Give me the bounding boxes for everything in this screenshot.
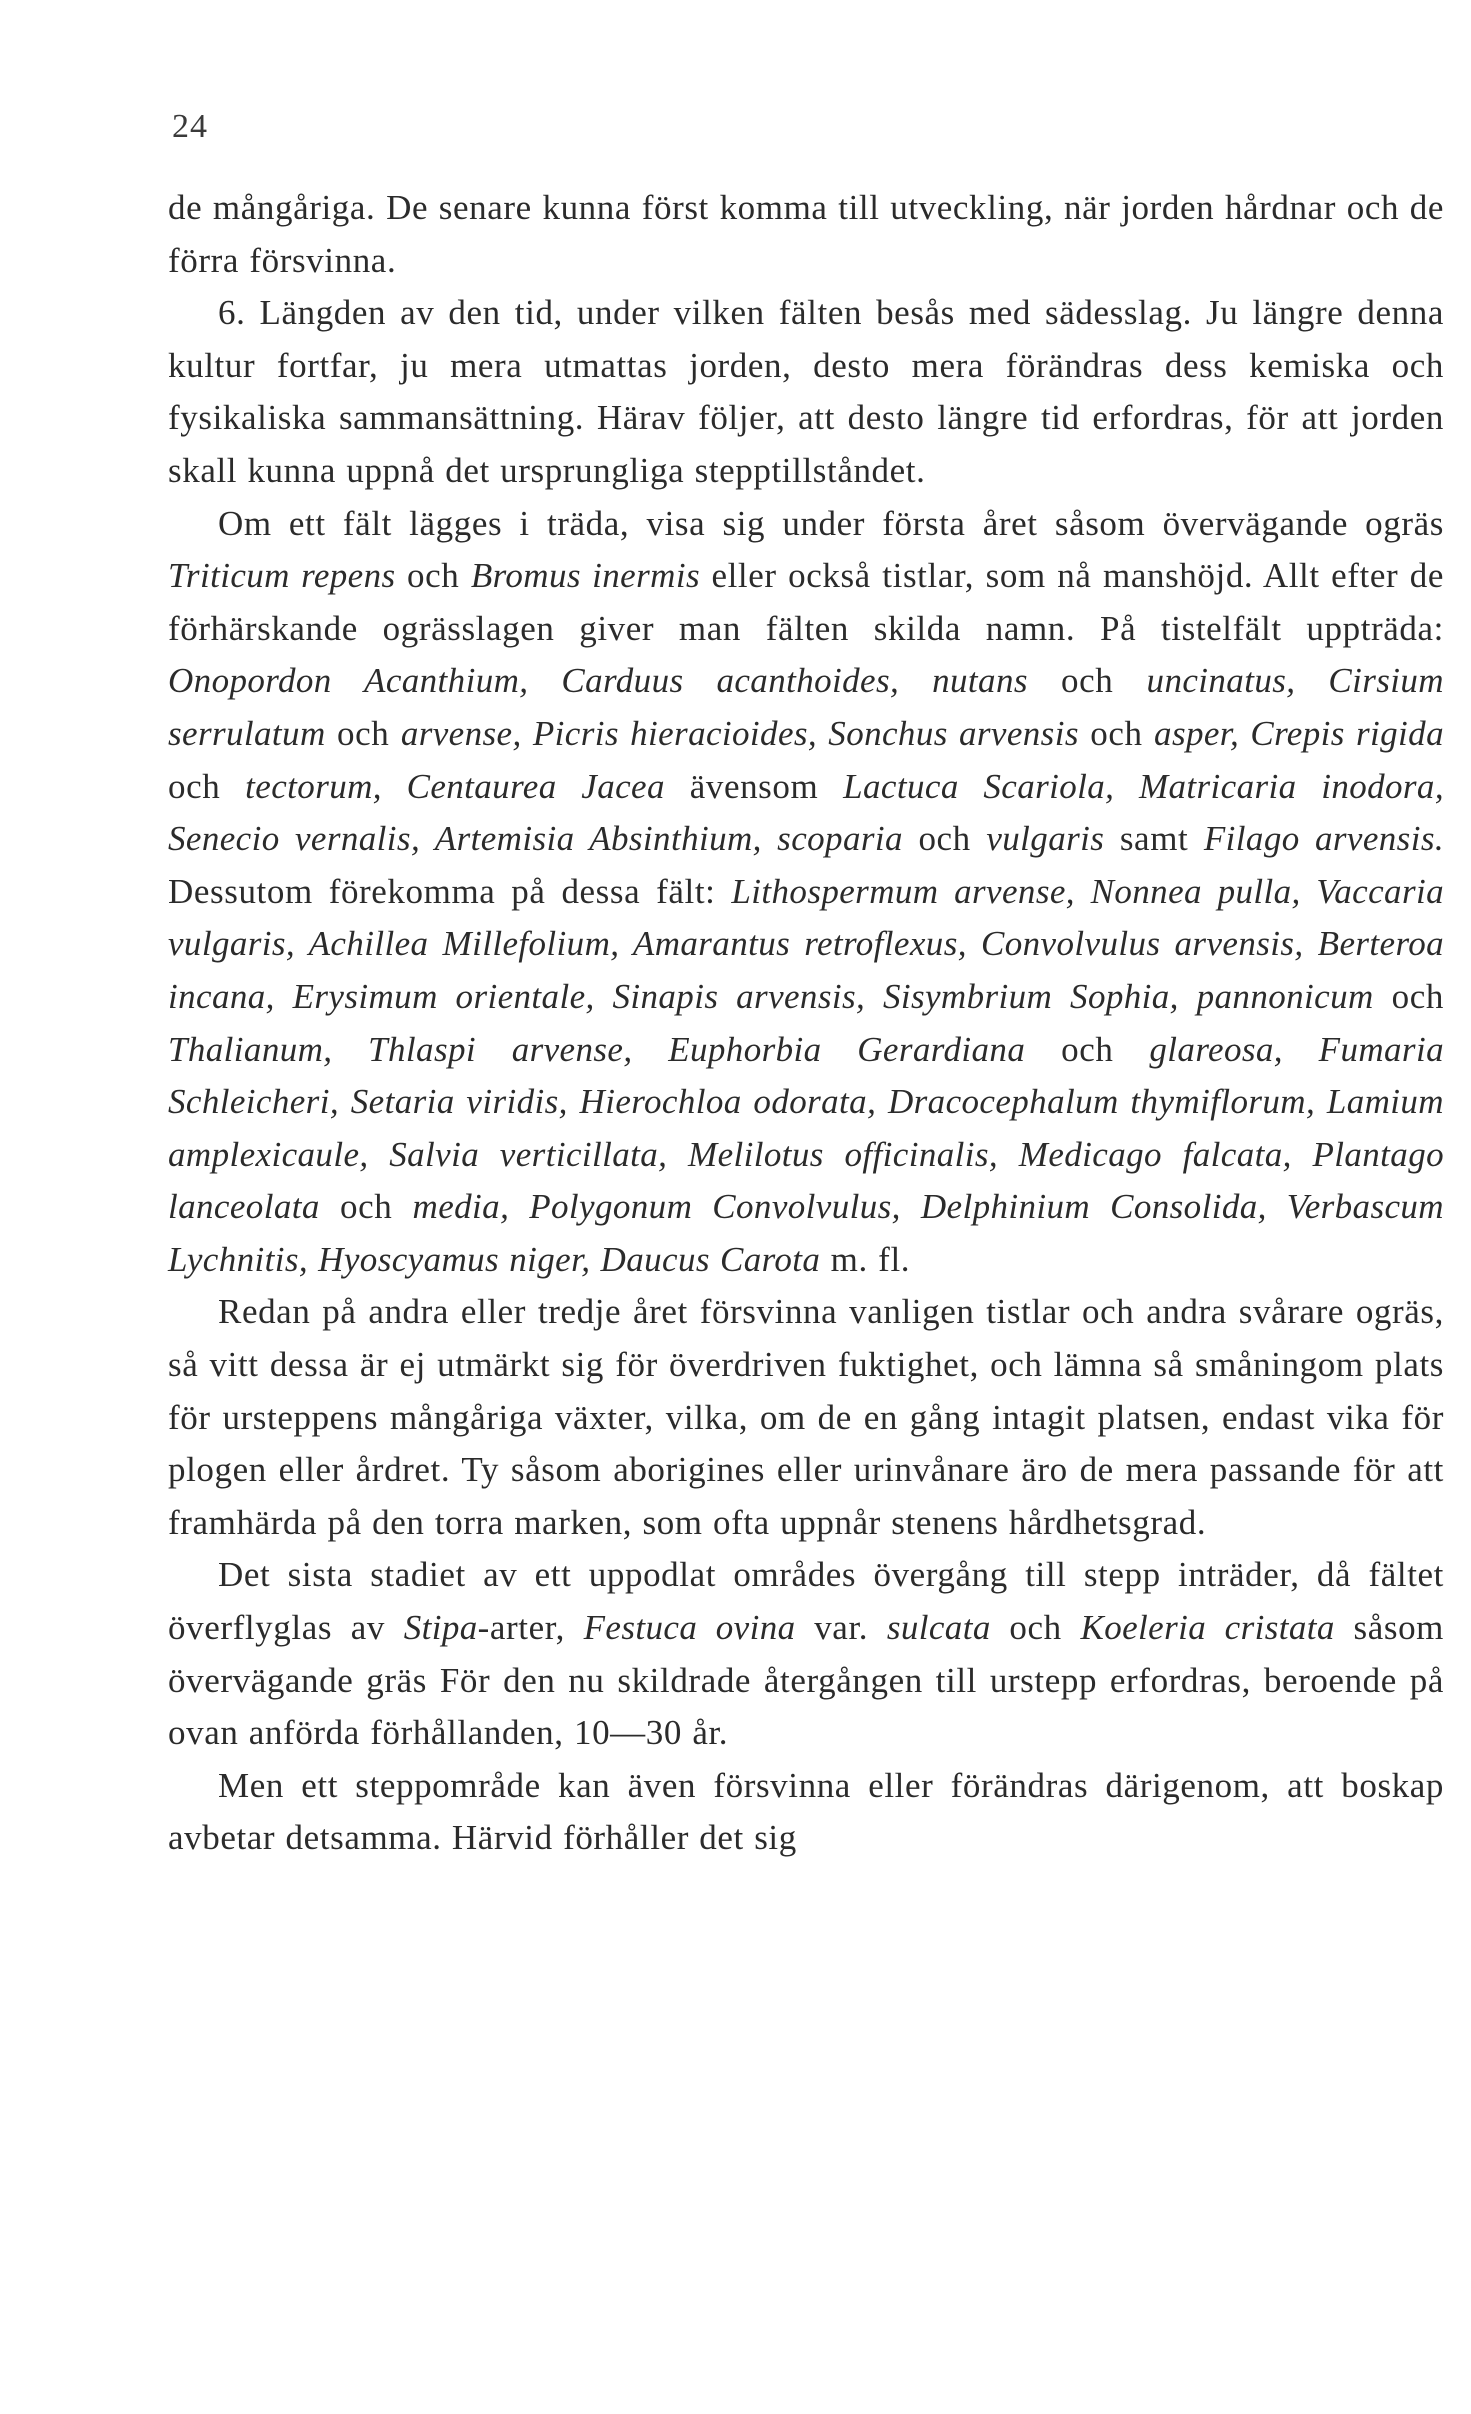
text-run: -arter, [477,1608,584,1648]
italic-text: Onopordon Acanthium, Carduus acanthoides, nutans [168,661,1028,701]
text-run: och [1025,1029,1150,1069]
text-run: var. [795,1608,887,1648]
text-run: Redan på andra eller tredje året försvinna vanligen tistlar och andra svårare ogräs, så vitt dessa är ej utmärkt sig för överdriven fuktighet, och lämna så småningom plats för ursteppens mångåriga växter, vilka, om de en gång intagit platsen, endast vika för plogen eller årdret. Ty såsom aborigines eller urinvånare äro de mera passande för att framhärda på den torra marken, som ofta uppnår stenens hårdhetsgrad. [168,1292,1444,1542]
italic-text: Triticum repens [168,556,396,596]
text-run: 6. Längden av den tid, under vilken fälten besås med sädesslag. Ju längre denna kultur fortfar, ju mera utmattas jorden, desto mera förändras dess kemiska och fysikaliska sammansättning. Härav följer, att desto längre tid erfordras, för att jorden skall kunna uppnå det ursprungliga stepptillståndet. [168,293,1444,490]
paragraph [168,1286,1444,1549]
text-run: och [395,556,471,596]
text-run: de mångåriga. De senare kunna först komma till utveckling, när jorden hårdnar och de förra försvinna. [168,188,1444,280]
text-run: och [325,713,401,753]
italic-text: Festuca ovina [583,1608,796,1648]
italic-text: vulgaris [986,819,1105,859]
italic-text: arvense, Picris hieracioides, Sonchus arvensis [400,713,1079,753]
text-run: samt [1104,819,1204,859]
text-run: och [1078,713,1155,753]
italic-text: Bromus inermis [470,556,700,596]
italic-text: tectorum, Centaurea Jacea [245,766,665,806]
italic-text: media, Polygonum Convolvulus, Delphinium Consolida, Verbascum Lychnitis, Hyoscyamus niger, Daucus Carota [168,1187,1444,1279]
paragraph [168,287,1444,497]
italic-text: sulcata [886,1608,991,1648]
italic-text: asper, Crepis rigida [1154,713,1444,753]
page-number: 24 [172,108,208,145]
text-run: Om ett fält lägges i träda, visa sig under första året såsom övervägande ogräs [218,503,1444,543]
text-run: och [902,819,987,859]
text-run: m. fl. [820,1239,911,1279]
text-run: och [1027,661,1147,701]
text-run: Dessutom förekomma på dessa fält: [168,871,732,911]
text-run: och [990,1608,1081,1648]
italic-text: Lactuca Scariola, Matricaria inodora, Senecio vernalis, Artemisia Absinthium, scoparia [168,766,1444,859]
italic-text: Koeleria cristata [1080,1608,1335,1648]
paragraph [168,498,1444,1287]
text-run: Det sista stadiet av ett uppodlat områdes övergång till stepp inträder, då fältet överflyglas av [168,1555,1444,1648]
text-run: ävensom [664,766,844,806]
paragraph [168,1549,1444,1759]
paragraph [168,182,1444,287]
italic-text: Thalianum, Thlaspi arvense, Euphorbia Gerardiana [168,1029,1026,1069]
italic-text: glareosa, Fumaria Schleicheri, Setaria viridis, Hierochloa odorata, Dracocephalum thymiflorum, Lamium amplexicaule, Salvia verticillata, Melilotus officinalis, Medicago falcata, Plantago lanceolata [168,1029,1444,1227]
text-run: och [168,766,246,806]
body-text [168,182,1444,1865]
text-run: såsom övervägande gräs För den nu skildrade återgången till urstepp erfordras, beroende på ovan anförda förhållanden, 10—30 år. [168,1608,1444,1753]
italic-text: Filago arvensis. [1203,819,1444,859]
italic-text: Lithospermum arvense, Nonnea pulla, Vaccaria vulgaris, Achillea Millefolium, Amarantus retroflexus, Convolvulus arvensis, Berteroa incana, Erysimum orientale, Sinapis arvensis, Sisymbrium Sophia, pannonicum [168,871,1445,1016]
italic-text: uncinatus, Cirsium serrulatum [168,661,1444,753]
italic-text: Stipa [403,1608,478,1648]
text-run: och [319,1187,413,1227]
paragraph [168,1760,1444,1865]
text-run: och [1373,976,1444,1016]
text-run: Men ett steppområde kan även försvinna eller förändras därigenom, att boskap avbetar detsamma. Härvid förhåller det sig [168,1765,1444,1858]
text-run: eller också tistlar, som nå manshöjd. Allt efter de förhärskande ogrässlagen giver man fälten skilda namn. På tistelfält uppträda: [168,556,1444,648]
